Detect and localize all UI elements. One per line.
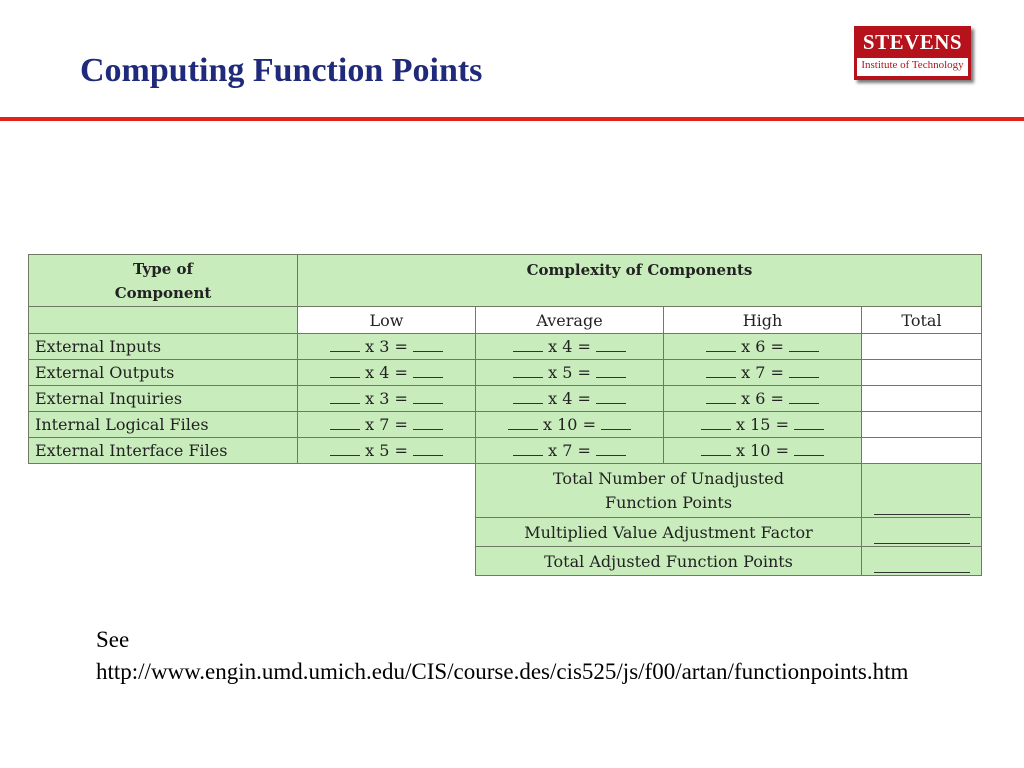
high-multiplier: x 6 = — [741, 389, 784, 408]
low-multiplier: x 7 = — [365, 415, 408, 434]
type-header-line2: Component — [114, 283, 212, 302]
result-blank — [794, 415, 824, 430]
reference-url[interactable]: http://www.engin.umd.umich.edu/CIS/course.des/cis525/js/f00/artan/functionpoints.htm — [96, 659, 909, 684]
input-blank — [330, 441, 360, 456]
summary-row-vaf — [29, 518, 982, 547]
table-header-row — [29, 255, 982, 307]
input-blank — [513, 363, 543, 378]
table-row — [29, 412, 982, 438]
component-name: External Inputs — [29, 334, 298, 360]
input-blank — [513, 337, 543, 352]
average-cell — [476, 412, 664, 438]
adjusted-label-cell: Total Adjusted Function Points — [476, 547, 862, 576]
high-cell — [664, 360, 862, 386]
result-blank — [596, 363, 626, 378]
result-blank — [413, 389, 443, 404]
high-multiplier: x 10 = — [736, 441, 789, 460]
see-label: See — [96, 627, 130, 652]
component-name: External Interface Files — [29, 438, 298, 464]
input-blank — [330, 337, 360, 352]
unadjusted-label-cell — [476, 464, 862, 518]
average-cell — [476, 360, 664, 386]
table-row — [29, 334, 982, 360]
summary-row-adjusted — [29, 547, 982, 576]
summary-row-unadjusted — [29, 464, 982, 518]
high-multiplier: x 6 = — [741, 337, 784, 356]
low-multiplier: x 3 = — [365, 337, 408, 356]
empty-header-cell — [29, 307, 298, 334]
logo-main-text: STEVENS — [862, 30, 963, 54]
total-cell — [862, 438, 982, 464]
low-header: Low — [298, 307, 476, 334]
result-blank — [794, 441, 824, 456]
average-multiplier: x 7 = — [548, 441, 591, 460]
adjusted-blank — [874, 571, 970, 573]
average-cell — [476, 334, 664, 360]
low-multiplier: x 3 = — [365, 389, 408, 408]
summary-spacer — [29, 464, 476, 518]
low-cell — [298, 412, 476, 438]
vaf-blank — [874, 542, 970, 544]
function-points-table — [28, 254, 982, 576]
result-blank — [596, 441, 626, 456]
low-cell — [298, 334, 476, 360]
component-name: Internal Logical Files — [29, 412, 298, 438]
logo-strip — [857, 58, 968, 76]
summary-spacer — [29, 547, 476, 576]
result-blank — [413, 363, 443, 378]
average-header: Average — [476, 307, 664, 334]
high-multiplier: x 7 = — [741, 363, 784, 382]
average-multiplier: x 10 = — [543, 415, 596, 434]
average-cell — [476, 386, 664, 412]
input-blank — [330, 415, 360, 430]
result-blank — [596, 389, 626, 404]
total-header: Total — [862, 307, 982, 334]
total-cell — [862, 360, 982, 386]
result-blank — [596, 337, 626, 352]
reference-note — [96, 624, 916, 688]
low-cell — [298, 438, 476, 464]
input-blank — [701, 415, 731, 430]
input-blank — [706, 389, 736, 404]
high-cell — [664, 438, 862, 464]
summary-spacer — [29, 518, 476, 547]
result-blank — [789, 337, 819, 352]
stevens-logo — [854, 26, 971, 80]
unadjusted-label-line1: Total Number of Unadjusted — [553, 468, 784, 488]
complexity-subheader-row — [29, 307, 982, 334]
high-cell — [664, 412, 862, 438]
low-cell — [298, 360, 476, 386]
unadjusted-value-cell — [862, 464, 982, 518]
input-blank — [706, 337, 736, 352]
result-blank — [789, 363, 819, 378]
component-name: External Outputs — [29, 360, 298, 386]
unadjusted-label-line2: Function Points — [604, 492, 733, 512]
table-row — [29, 386, 982, 412]
total-cell — [862, 386, 982, 412]
average-multiplier: x 4 = — [548, 389, 591, 408]
average-multiplier: x 4 = — [548, 337, 591, 356]
average-cell — [476, 438, 664, 464]
component-name: External Inquiries — [29, 386, 298, 412]
input-blank — [330, 363, 360, 378]
total-cell — [862, 334, 982, 360]
low-multiplier: x 4 = — [365, 363, 408, 382]
adjusted-value-cell — [862, 547, 982, 576]
table-row — [29, 438, 982, 464]
vaf-value-cell — [862, 518, 982, 547]
table-row — [29, 360, 982, 386]
high-cell — [664, 386, 862, 412]
average-multiplier: x 5 = — [548, 363, 591, 382]
result-blank — [789, 389, 819, 404]
input-blank — [508, 415, 538, 430]
slide-title: Computing Function Points — [80, 52, 483, 89]
result-blank — [413, 415, 443, 430]
input-blank — [513, 441, 543, 456]
low-multiplier: x 5 = — [365, 441, 408, 460]
result-blank — [413, 337, 443, 352]
high-multiplier: x 15 = — [736, 415, 789, 434]
vaf-label-cell: Multiplied Value Adjustment Factor — [476, 518, 862, 547]
title-divider — [0, 117, 1024, 121]
logo-sub-text: Institute of Technology — [861, 59, 964, 71]
low-cell — [298, 386, 476, 412]
high-header: High — [664, 307, 862, 334]
type-header-line1: Type of — [133, 259, 193, 278]
high-cell — [664, 334, 862, 360]
input-blank — [513, 389, 543, 404]
result-blank — [413, 441, 443, 456]
input-blank — [330, 389, 360, 404]
total-cell — [862, 412, 982, 438]
input-blank — [701, 441, 731, 456]
type-of-component-header — [29, 255, 298, 307]
complexity-header: Complexity of Components — [298, 255, 982, 307]
result-blank — [601, 415, 631, 430]
input-blank — [706, 363, 736, 378]
unadjusted-blank — [874, 513, 970, 515]
